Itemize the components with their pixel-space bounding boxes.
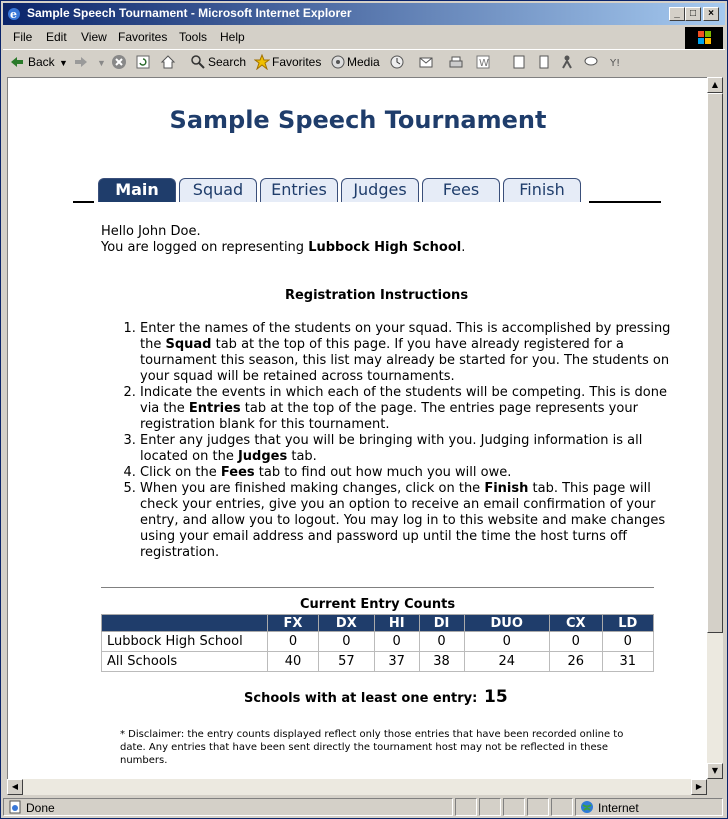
status-panel (479, 798, 501, 816)
table-cell: 37 (374, 652, 419, 672)
edit-icon[interactable] (475, 54, 491, 70)
instruction-text: Enter any judges that you will be bringing with you. Judging information is all located on the (140, 433, 643, 464)
school-name: Lubbock High School (308, 240, 462, 255)
menu-view[interactable]: View (81, 30, 107, 44)
table-cell: 0 (318, 632, 374, 652)
messenger-icon[interactable] (559, 54, 575, 70)
menu-help[interactable]: Help (220, 30, 245, 44)
status-zone-panel (575, 798, 723, 816)
discuss-icon[interactable] (511, 54, 527, 70)
instruction-tab-name: Judges (237, 449, 288, 464)
logged-on-prefix: You are logged on representing (101, 240, 309, 255)
home-icon[interactable] (160, 54, 176, 70)
table-header: CX (549, 615, 602, 632)
menu-file[interactable]: File (13, 30, 33, 44)
instruction-text: tab at the top of the page. The entries page represents your registration blank for this tournament. (140, 401, 638, 432)
tab-judges[interactable]: Judges (341, 178, 419, 202)
scroll-thumb[interactable] (707, 93, 723, 633)
instruction-text: Indicate the events in which each of the students will be competing. This is done via the (140, 385, 667, 416)
table-row-label: All Schools (102, 652, 268, 672)
instruction-tab-name: Fees (220, 465, 255, 480)
stop-icon[interactable] (111, 54, 127, 70)
instruction-item (140, 481, 680, 561)
tab-finish[interactable]: Finish (503, 178, 581, 202)
maximize-button[interactable]: □ (685, 7, 701, 21)
page-title: Sample Speech Tournament (169, 106, 547, 134)
svg-text:Y!: Y! (610, 58, 621, 69)
yahoo-icon[interactable] (609, 54, 625, 70)
instruction-text: tab. This page will check your entries, give you an option to receive an email confirmation of your entry, and allow you to logout. You may log in to this website and make changes using your email address and password up until the time the host turns off registration. (140, 481, 666, 560)
table-cell: 0 (419, 632, 464, 652)
standard-toolbar (3, 49, 725, 76)
greeting: Hello John Doe. (101, 224, 201, 239)
table-row (102, 632, 654, 652)
menu-bar (3, 27, 725, 47)
instruction-text: tab at the top of this page. If you have already registered for a tournament this season, this list may already be started for you. The students on your squad will be retained across tournaments. (140, 337, 670, 384)
instruction-text: tab to find out how much you will owe. (254, 465, 512, 480)
favorites-icon[interactable] (254, 54, 270, 70)
search-button[interactable]: Search (208, 55, 247, 69)
globe-icon (580, 800, 594, 814)
svg-text:W: W (479, 58, 489, 69)
title-bar[interactable] (3, 3, 725, 25)
table-cell: 0 (549, 632, 602, 652)
forward-dropdown-icon[interactable]: ▼ (97, 58, 106, 68)
section-divider (101, 587, 654, 589)
table-header: FX (268, 615, 319, 632)
mail-icon[interactable] (418, 54, 434, 70)
research-icon[interactable] (536, 54, 552, 70)
instruction-item (140, 321, 680, 385)
menu-edit[interactable]: Edit (46, 30, 67, 44)
minimize-button[interactable]: _ (669, 7, 685, 21)
instruction-text: Enter the names of the students on your squad. This is accomplished by pressing the (140, 321, 671, 352)
search-icon[interactable] (190, 54, 206, 70)
back-button[interactable]: Back (28, 55, 55, 69)
table-header: DUO (464, 615, 549, 632)
status-panel (503, 798, 525, 816)
tab-fees[interactable]: Fees (422, 178, 500, 202)
disclaimer: * Disclaimer: the entry counts displayed reflect only those entries that have been recorded online to date. Any entries that have been sent directly the tournament host may not be reflected in these numbers. (120, 729, 624, 766)
status-zone-text: Internet (598, 801, 639, 815)
instruction-tab-name: Finish (484, 481, 529, 496)
table-cell: 0 (464, 632, 549, 652)
table-header-blank (102, 615, 268, 632)
instruction-item (140, 465, 680, 481)
scroll-corner (707, 779, 723, 795)
favorites-button[interactable]: Favorites (272, 55, 322, 69)
chat-icon[interactable] (583, 54, 599, 70)
instruction-text: tab. (287, 449, 317, 464)
table-cell: 40 (268, 652, 319, 672)
tab-entries[interactable]: Entries (260, 178, 338, 202)
back-dropdown-icon[interactable]: ▼ (59, 58, 68, 68)
page-icon (8, 800, 22, 814)
entry-counts-table (101, 614, 654, 672)
forward-arrow-icon[interactable] (73, 54, 89, 70)
menu-favorites[interactable]: Favorites (118, 30, 168, 44)
internet-explorer-icon (6, 6, 22, 22)
status-panel (551, 798, 573, 816)
scroll-right-button[interactable]: ▶ (691, 779, 707, 795)
svg-text:e: e (10, 8, 17, 21)
tab-main[interactable]: Main (98, 178, 176, 202)
status-bar (3, 797, 725, 817)
table-header: DX (318, 615, 374, 632)
table-cell: 57 (318, 652, 374, 672)
scroll-up-button[interactable]: ▲ (707, 77, 723, 93)
status-main-panel (3, 798, 453, 816)
schools-label: Schools with at least one entry: (244, 691, 478, 706)
table-cell: 31 (602, 652, 653, 672)
counts-heading: Current Entry Counts (299, 597, 456, 612)
instruction-text: When you are finished making changes, click on the (140, 481, 485, 496)
table-cell: 26 (549, 652, 602, 672)
instructions-list (102, 321, 680, 561)
windows-flag-icon (685, 27, 723, 49)
page-content (7, 77, 707, 779)
scroll-down-button[interactable]: ▼ (707, 763, 723, 779)
horizontal-scrollbar[interactable] (7, 779, 707, 795)
close-button[interactable]: × (703, 7, 719, 21)
tab-squad[interactable]: Squad (179, 178, 257, 202)
media-icon[interactable] (330, 54, 346, 70)
media-button[interactable]: Media (347, 55, 380, 69)
history-icon[interactable] (389, 54, 405, 70)
status-text: Done (26, 801, 55, 815)
instruction-item (140, 433, 680, 465)
instruction-text: Click on the (140, 465, 221, 480)
refresh-icon[interactable] (135, 54, 151, 70)
windows-logo (685, 27, 723, 49)
table-cell: 0 (602, 632, 653, 652)
instruction-tab-name: Squad (165, 337, 212, 352)
instructions-heading: Registration Instructions (284, 288, 469, 303)
table-cell: 38 (419, 652, 464, 672)
table-cell: 0 (374, 632, 419, 652)
menu-tools[interactable]: Tools (179, 30, 208, 44)
instruction-item (140, 385, 680, 433)
status-panel (455, 798, 477, 816)
table-header: DI (419, 615, 464, 632)
logged-on-suffix: . (461, 240, 466, 255)
vertical-scrollbar[interactable] (707, 77, 723, 779)
status-panel (527, 798, 549, 816)
table-header: HI (374, 615, 419, 632)
table-row-label: Lubbock High School (102, 632, 268, 652)
table-cell: 24 (464, 652, 549, 672)
schools-count: 15 (484, 687, 508, 707)
scroll-left-button[interactable]: ◀ (7, 779, 23, 795)
logged-on-line (101, 240, 465, 255)
back-arrow-icon[interactable] (9, 54, 25, 70)
tab-rule-right (589, 201, 661, 203)
tab-rule-left (73, 201, 94, 203)
table-header-row (102, 615, 654, 632)
table-header: LD (602, 615, 653, 632)
table-row (102, 652, 654, 672)
print-icon[interactable] (448, 54, 464, 70)
window-title: Sample Speech Tournament - Microsoft Internet Explorer (27, 6, 352, 20)
instruction-tab-name: Entries (188, 401, 241, 416)
table-cell: 0 (268, 632, 319, 652)
